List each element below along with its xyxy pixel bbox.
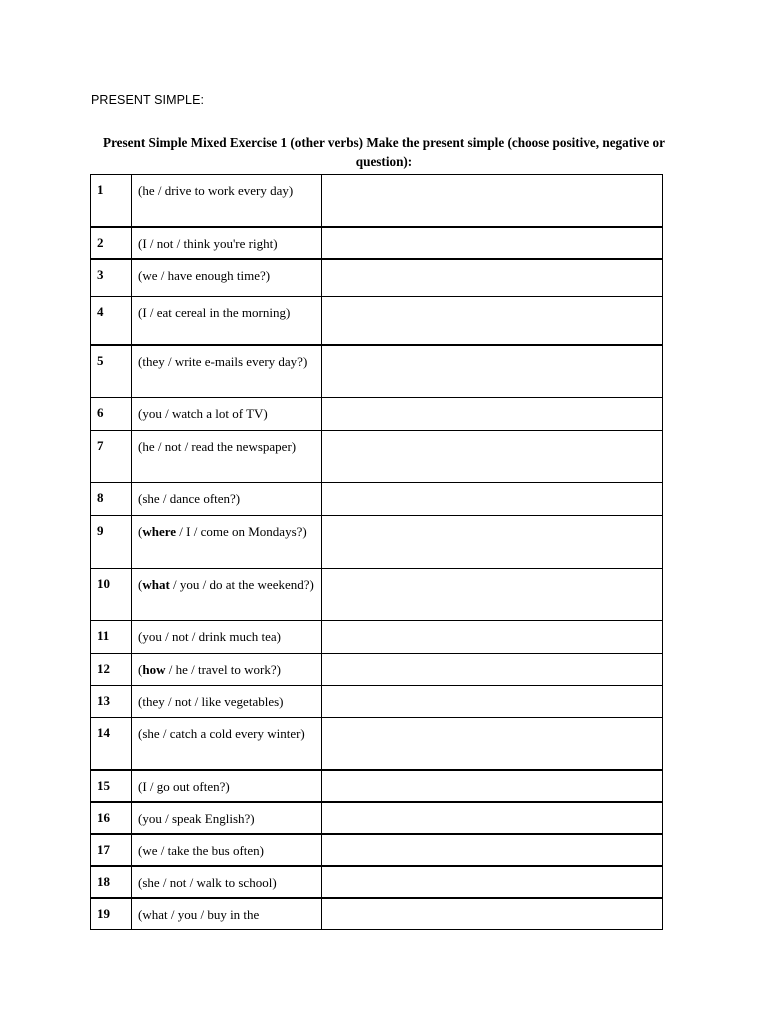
- row-number: 7: [91, 431, 132, 482]
- answer-cell[interactable]: [322, 398, 662, 430]
- table-row: [91, 260, 662, 297]
- row-prompt: (they / write e-mails every day?): [132, 346, 322, 397]
- row-prompt: (he / not / read the newspaper): [132, 431, 322, 482]
- row-number: 17: [91, 835, 132, 865]
- answer-cell[interactable]: [322, 569, 662, 620]
- row-number: 10: [91, 569, 132, 620]
- row-number: 3: [91, 260, 132, 296]
- answer-cell[interactable]: [322, 835, 662, 865]
- table-row: [91, 175, 662, 228]
- answer-cell[interactable]: [322, 228, 662, 258]
- row-prompt: (we / have enough time?): [132, 260, 322, 296]
- table-row: [91, 228, 662, 260]
- answer-cell[interactable]: [322, 718, 662, 769]
- row-number: 19: [91, 899, 132, 930]
- table-row: [91, 771, 662, 803]
- row-number: 6: [91, 398, 132, 430]
- row-prompt: (what / you / buy in the: [132, 899, 322, 930]
- row-prompt: (I / go out often?): [132, 771, 322, 801]
- row-prompt: (she / dance often?): [132, 483, 322, 515]
- table-row: [91, 346, 662, 398]
- row-number: 14: [91, 718, 132, 769]
- table-row: [91, 686, 662, 718]
- table-row: [91, 569, 662, 621]
- row-prompt: (I / not / think you're right): [132, 228, 322, 258]
- table-row: [91, 718, 662, 771]
- table-row: [91, 431, 662, 483]
- row-prompt: (they / not / like vegetables): [132, 686, 322, 717]
- exercise-title: Present Simple Mixed Exercise 1 (other verbs) Make the present simple (choose positive, negative or question):: [103, 135, 665, 169]
- row-number: 11: [91, 621, 132, 653]
- answer-cell[interactable]: [322, 346, 662, 397]
- answer-cell[interactable]: [322, 516, 662, 568]
- exercise-table: [90, 174, 663, 930]
- row-number: 8: [91, 483, 132, 515]
- answer-cell[interactable]: [322, 771, 662, 801]
- table-row: [91, 654, 662, 686]
- answer-cell[interactable]: [322, 260, 662, 296]
- row-number: 9: [91, 516, 132, 568]
- page-heading: PRESENT SIMPLE:: [91, 93, 205, 107]
- row-prompt: (what / you / do at the weekend?): [132, 569, 322, 620]
- row-prompt: (she / not / walk to school): [132, 867, 322, 897]
- row-number: 4: [91, 297, 132, 344]
- table-row: [91, 297, 662, 346]
- answer-cell[interactable]: [322, 867, 662, 897]
- row-prompt: (he / drive to work every day): [132, 175, 322, 226]
- row-prompt: (you / speak English?): [132, 803, 322, 833]
- answer-cell[interactable]: [322, 621, 662, 653]
- answer-cell[interactable]: [322, 175, 662, 226]
- table-row: [91, 803, 662, 835]
- table-row: [91, 516, 662, 569]
- row-prompt: (you / watch a lot of TV): [132, 398, 322, 430]
- table-row: [91, 867, 662, 899]
- row-number: 2: [91, 228, 132, 258]
- answer-cell[interactable]: [322, 483, 662, 515]
- table-row: [91, 835, 662, 867]
- answer-cell[interactable]: [322, 803, 662, 833]
- row-number: 18: [91, 867, 132, 897]
- row-number: 15: [91, 771, 132, 801]
- table-row: [91, 398, 662, 431]
- answer-cell[interactable]: [322, 297, 662, 344]
- answer-cell[interactable]: [322, 686, 662, 717]
- table-row: [91, 621, 662, 654]
- row-prompt: (where / I / come on Mondays?): [132, 516, 322, 568]
- row-prompt: (how / he / travel to work?): [132, 654, 322, 685]
- row-prompt: (I / eat cereal in the morning): [132, 297, 322, 344]
- row-prompt: (she / catch a cold every winter): [132, 718, 322, 769]
- row-prompt: (we / take the bus often): [132, 835, 322, 865]
- row-number: 1: [91, 175, 132, 226]
- answer-cell[interactable]: [322, 431, 662, 482]
- row-number: 12: [91, 654, 132, 685]
- answer-cell[interactable]: [322, 654, 662, 685]
- answer-cell[interactable]: [322, 899, 662, 930]
- row-number: 5: [91, 346, 132, 397]
- row-number: 16: [91, 803, 132, 833]
- row-prompt: (you / not / drink much tea): [132, 621, 322, 653]
- table-row: [91, 483, 662, 516]
- table-row: [91, 899, 662, 930]
- row-number: 13: [91, 686, 132, 717]
